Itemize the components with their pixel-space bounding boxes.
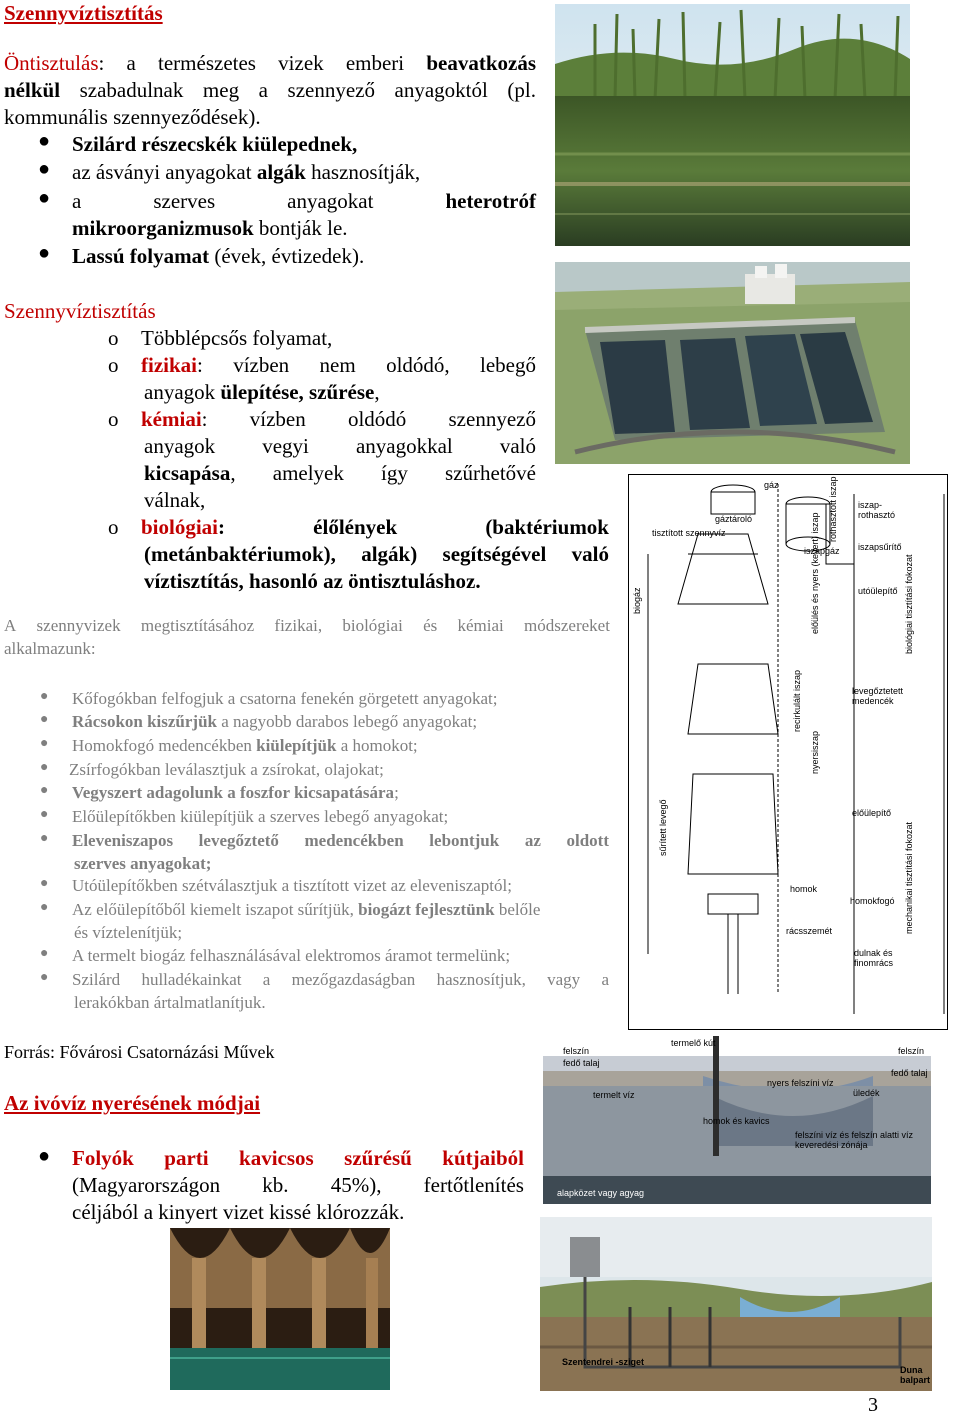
bullet-icon: ● <box>40 736 49 751</box>
bullet-icon: ● <box>40 900 49 915</box>
bullet-icon: ● <box>40 760 49 775</box>
list-item-text: lebontjuk <box>429 831 500 850</box>
ontisztulas-text: nélkül <box>4 78 61 102</box>
list-item <box>72 243 364 270</box>
list-item-cont: víztisztítás, hasonló az öntisztuláshoz. <box>144 569 481 593</box>
list-item-text: szűrésű <box>344 1146 412 1170</box>
list-item-text: Folyók <box>72 1146 134 1170</box>
list-item: Szilárd részecskék kiülepednek, <box>72 132 358 156</box>
list-item: Többlépcsős folyamat, <box>141 326 333 350</box>
ontisztulas-text: beavatkozás <box>426 51 536 75</box>
diagram-label: recirkulált iszap <box>792 669 802 732</box>
list-item-text: fertőtlenítés <box>423 1173 524 1197</box>
list-item-text: szennyező <box>448 407 536 431</box>
list-marker: o <box>108 407 119 431</box>
list-item <box>72 710 477 733</box>
list-marker: o <box>108 326 119 350</box>
cistern-photo <box>170 1228 390 1390</box>
diagram-label: rothasztott iszap <box>828 476 838 542</box>
bullet-icon: ● <box>40 689 49 704</box>
list-item <box>141 514 609 541</box>
diagram-label: iszapgáz <box>804 546 840 556</box>
list-item-text: mezőgazdaságban <box>291 970 416 989</box>
treatment-plant-photo-svg <box>555 262 910 464</box>
methods-text: szennyvizek <box>36 616 121 635</box>
list-item-text: Vegyszert adagolunk a foszfor kicsapatására <box>72 783 395 802</box>
list-item <box>72 898 540 921</box>
list-item-cont: lerakókban ártalmatlanítjuk. <box>74 993 266 1012</box>
list-item-cont <box>144 541 609 568</box>
list-item-text: az <box>524 831 541 850</box>
methods-text: megtisztításához <box>140 616 255 635</box>
cross-label: alapközet vagy agyag <box>557 1188 645 1198</box>
diagram-label: homokfogó <box>850 896 895 906</box>
list-item-text: kavicsos <box>239 1146 314 1170</box>
list-item-text: a <box>262 970 271 989</box>
ontisztulas-line-3: kommunális szennyeződések). <box>4 105 261 129</box>
list-item-cont: céljából a kinyert vizet kissé klórozzák. <box>72 1200 405 1224</box>
methods-text: A <box>4 616 17 635</box>
list-item-text: Lassú folyamat <box>72 244 210 268</box>
list-item <box>141 352 536 379</box>
bullet-icon: ● <box>38 242 51 264</box>
process-diagram-svg <box>628 474 948 1030</box>
list-item-text: , <box>230 461 236 485</box>
list-item <box>72 1145 524 1172</box>
diagram-label: gáz <box>764 480 779 490</box>
list-item-text: heterotróf <box>445 189 536 213</box>
list-item-text: : <box>197 353 203 377</box>
diagram-label: előülepítő <box>852 808 892 818</box>
page-number: 3 <box>868 1394 878 1416</box>
methods-text: biológiai <box>342 616 403 635</box>
cross-label: homok és kavics <box>703 1116 770 1126</box>
bullet-icon: ● <box>40 712 49 727</box>
cross-label: fedő talaj <box>563 1058 600 1068</box>
riverbank-well-illustration <box>540 1217 932 1391</box>
list-item-text: : <box>201 407 208 431</box>
diagram-label: homok <box>790 884 818 894</box>
process-diagram <box>628 474 948 1030</box>
list-item-text: Homokfogó medencékben <box>72 736 257 755</box>
bullet-icon: ● <box>38 158 51 180</box>
lake-reeds-photo-svg <box>555 4 910 246</box>
list-item-text: így <box>381 461 408 485</box>
section-heading: Szennyvíztisztítás <box>4 299 156 323</box>
list-item-text: vagy <box>547 970 581 989</box>
list-item-text: , <box>374 380 380 404</box>
list-item-text: Az előülepítőből kiemelt iszapot sűrítjük, <box>72 900 359 919</box>
list-item-text: élőlények <box>313 515 398 539</box>
bullet-icon: ● <box>40 970 49 985</box>
list-item-cont: szerves anyagokat; <box>74 854 212 873</box>
list-item-cont <box>144 379 380 406</box>
cross-label: nyers felszíni víz <box>767 1078 834 1088</box>
list-item-text: anyagok <box>144 434 216 458</box>
ontisztulas-line-1 <box>4 50 536 77</box>
list-item-text: az ásványi anyagokat <box>72 160 257 184</box>
bullet-icon: ● <box>38 130 51 152</box>
list-item <box>72 188 536 215</box>
list-item-text: (metánbaktériumok), <box>144 542 336 566</box>
list-item: A termelt biogáz felhasználásával elektromos áramot termelünk; <box>72 946 511 965</box>
diagram-label: dulnak és finomrács <box>854 948 894 968</box>
list-item-text: biogázt fejlesztünk <box>358 900 495 919</box>
groundwater-cross-section <box>543 1036 931 1204</box>
list-item-text: a nagyobb darabos lebegő anyagokat; <box>217 712 478 731</box>
diagram-label: előülés és nyers (kevert) iszap <box>810 512 820 634</box>
methods-text: fizikai, <box>274 616 323 635</box>
list-item-text: oldódó <box>347 407 407 431</box>
list-item-text: lebegő <box>480 353 536 377</box>
methods-text: módszereket <box>524 616 610 635</box>
cross-label: felszín <box>563 1046 590 1056</box>
bullet-icon: ● <box>40 807 49 822</box>
list-item-text: kicsapása <box>144 461 231 485</box>
cistern-photo-svg <box>170 1228 390 1390</box>
diagram-label: gáztároló <box>715 514 753 524</box>
list-item <box>72 781 399 804</box>
list-item: Kőfogókban felfogjuk a csatorna fenekén görgetett anyagokat; <box>72 689 498 708</box>
list-item-text: belőle <box>494 900 541 919</box>
list-item-text: a homokot; <box>336 736 418 755</box>
source-note: Forrás: Fővárosi Csatornázási Művek <box>4 1042 275 1062</box>
methods-text: és <box>423 616 438 635</box>
list-item-text: kb. <box>262 1173 289 1197</box>
section-heading-drinking: Az ivóvíz nyerésének módjai <box>4 1091 261 1115</box>
list-item-cont <box>144 460 536 487</box>
lake-reeds-photo <box>555 4 910 246</box>
list-item <box>72 829 609 852</box>
list-item-text: hasznosítjuk, <box>436 970 526 989</box>
list-item-text: kémiai <box>141 407 202 431</box>
list-item-text: való <box>499 434 536 458</box>
bullet-icon: ● <box>40 783 49 798</box>
list-item <box>72 734 418 757</box>
list-item-text: Szilárd <box>72 970 121 989</box>
list-item-text: szerves <box>153 189 216 213</box>
diagram-label: nyersiszap <box>810 730 820 774</box>
list-item-text: (Magyarországon <box>72 1173 221 1197</box>
list-marker: o <box>108 515 119 539</box>
list-item-text: oldódó, <box>386 353 450 377</box>
list-item-text: vegyi <box>262 434 309 458</box>
list-item-text: ; <box>394 783 399 802</box>
list-item-text: nem <box>319 353 356 377</box>
ontisztulas-text: : a természetes vizek emberi <box>98 51 427 75</box>
list-item-text: anyagok <box>144 380 221 404</box>
list-item-text: szűrhetővé <box>445 461 536 485</box>
diagram-label: sűrített levegő <box>658 799 668 856</box>
bullet-icon: ● <box>38 187 51 209</box>
page-title: Szennyvíztisztítás <box>4 1 163 25</box>
ontisztulas-text: szabadulnak meg a szennyező anyagoktól (pl. <box>60 78 536 102</box>
list-item-text: kiülepítjük <box>256 736 337 755</box>
ontisztulas-term: Öntisztulás <box>4 51 99 75</box>
cross-label: termelő kút <box>671 1038 716 1048</box>
cross-label: üledék <box>853 1088 880 1098</box>
list-item-text: hasznosítják, <box>305 160 421 184</box>
list-item-text: segítségével <box>442 542 547 566</box>
list-item-text: levegőztető <box>198 831 279 850</box>
cross-label: termelt víz <box>593 1090 635 1100</box>
list-item: Előülepítőkben kiülepítjük a szerves lebegő anyagokat; <box>72 807 449 826</box>
bullet-icon: ● <box>40 831 49 846</box>
list-item-cont <box>144 433 536 460</box>
bullet-icon: ● <box>40 876 49 891</box>
methods-text: kémiai <box>457 616 504 635</box>
list-item-text: : <box>218 515 226 539</box>
list-item-text: biológiai <box>141 515 219 539</box>
list-item-text: Eleveniszapos <box>72 831 174 850</box>
list-item-cont: és víztelenítjük; <box>74 923 183 942</box>
diagram-label: biológiai tisztítási fokozat <box>904 554 914 654</box>
bullet-icon: ● <box>38 1145 51 1167</box>
list-item-text: a <box>72 189 82 213</box>
diagram-label: iszap- rothasztó <box>858 500 896 520</box>
ontisztulas-line-2 <box>4 77 536 104</box>
list-item-text: oldott <box>566 831 609 850</box>
list-item-text: vízben <box>249 407 306 431</box>
cross-label: felszíni víz és felszín alatti víz keveredési zónája <box>795 1130 914 1150</box>
list-item-text: fizikai <box>141 353 197 377</box>
list-item-cont <box>72 1172 524 1199</box>
list-item <box>141 406 536 433</box>
list-item-text: mikroorganizmusok <box>72 216 254 240</box>
list-item-text: anyagokkal <box>355 434 453 458</box>
diagram-label: mechanikai tisztítási fokozat <box>904 821 914 934</box>
list-item-text: való <box>571 542 609 566</box>
treatment-plant-photo <box>555 262 910 464</box>
cross-label: felszín <box>898 1046 925 1056</box>
bullet-icon: ● <box>40 946 49 961</box>
well-label: Szentendrei -sziget <box>562 1357 645 1367</box>
list-item-text: kútjaiból <box>442 1146 524 1170</box>
list-item-text: vízben <box>233 353 290 377</box>
list-item: Utóülepítőkben szétválasztjuk a tisztított vizet az eleveniszaptól; <box>72 876 512 895</box>
list-item-text: 45%), <box>330 1173 382 1197</box>
list-item-text: ülepítése, szűrése <box>220 380 375 404</box>
list-item-text: bontják le. <box>253 216 348 240</box>
list-item-text: parti <box>164 1146 209 1170</box>
list-item-text: amelyek <box>272 461 344 485</box>
diagram-label: levegőztetett medencék <box>852 686 904 706</box>
diagram-label: iszapsűrítő <box>858 542 902 552</box>
list-item-text: (évek, évtizedek). <box>209 244 365 268</box>
list-item-text: hulladékainkat <box>141 970 242 989</box>
list-item-text: anyagokat <box>287 189 374 213</box>
list-item-text: a <box>601 970 609 989</box>
methods-intro-cont: alkalmazunk: <box>4 639 96 658</box>
list-item-text: algák <box>256 160 306 184</box>
list-item <box>72 968 609 991</box>
list-item <box>72 159 420 186</box>
list-marker: o <box>108 353 119 377</box>
list-item-cont: válnak, <box>144 488 206 512</box>
diagram-label: biogáz <box>632 587 642 614</box>
diagram-label: utóülepítő <box>858 586 898 596</box>
list-item-text: (baktériumok <box>485 515 609 539</box>
list-item-text: Rácsokon kiszűrjük <box>72 712 218 731</box>
list-item-text: medencékben <box>304 831 404 850</box>
methods-intro <box>4 614 610 637</box>
cross-label: fedő talaj <box>891 1068 928 1078</box>
list-item-text: algák) <box>361 542 418 566</box>
well-label: Duna balpart <box>900 1365 931 1385</box>
diagram-label: tisztított szennyvíz <box>652 528 726 538</box>
list-item: Zsírfogókban leválasztjuk a zsírokat, olajokat; <box>69 760 384 779</box>
list-item-cont <box>72 215 348 242</box>
diagram-label: rácsszemét <box>786 926 833 936</box>
